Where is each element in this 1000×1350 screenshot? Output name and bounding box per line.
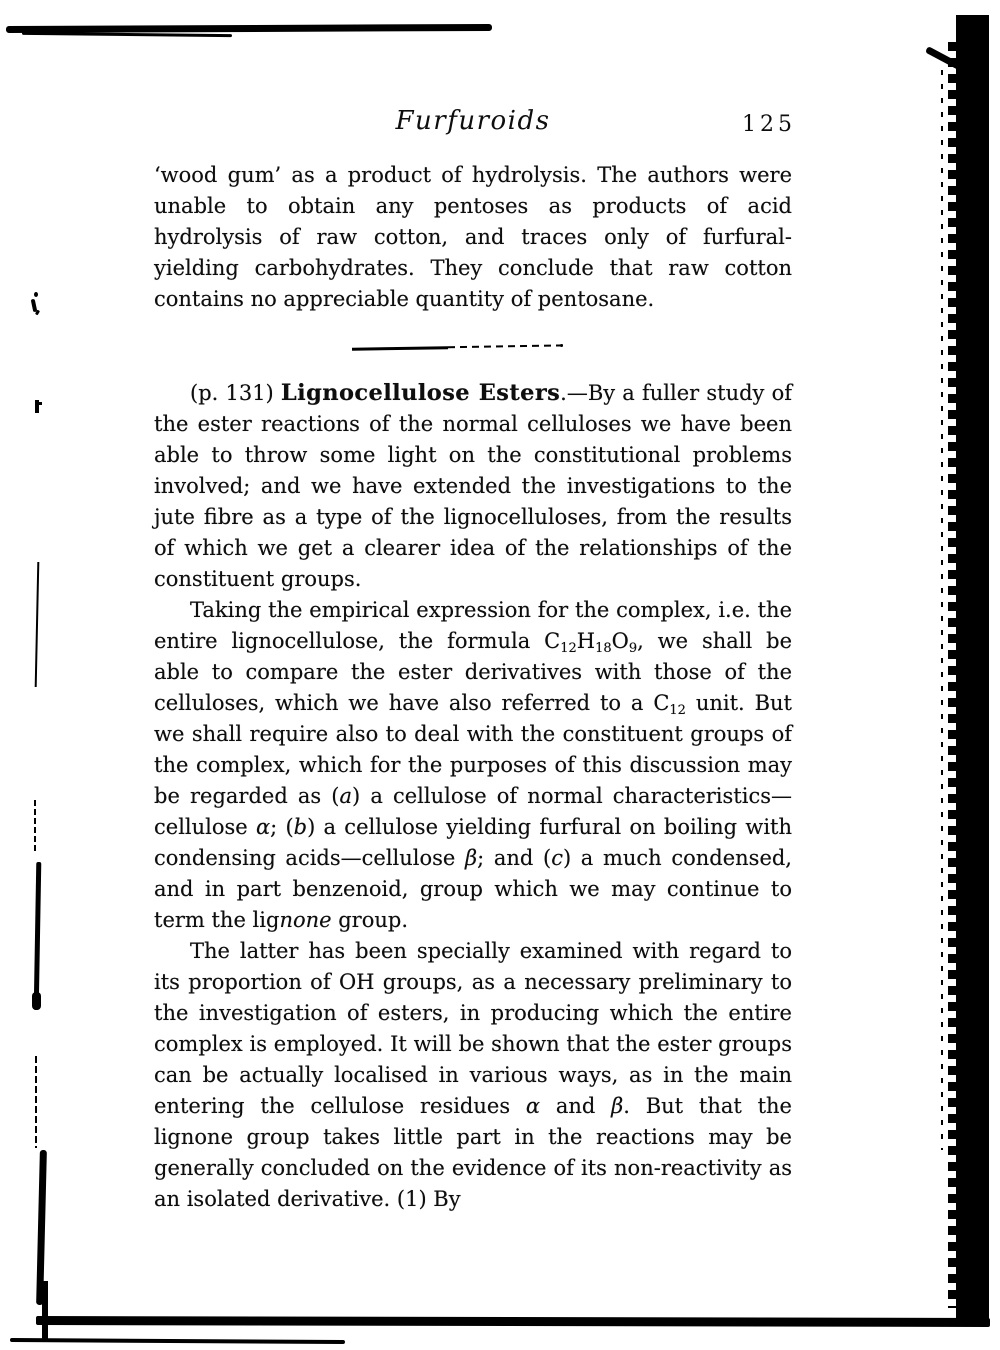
book-gutter-band (956, 15, 989, 1325)
margin-scan-mark (34, 292, 38, 297)
text-segment: none (279, 908, 332, 932)
text-segment: and (540, 1094, 612, 1118)
text-segment: c (551, 846, 563, 870)
paragraph (154, 595, 792, 936)
text-segment: O (611, 629, 629, 653)
text-segment: H (576, 629, 596, 653)
text-segment: b (293, 815, 308, 839)
scan-line-bottom (36, 1316, 990, 1327)
section-paragraphs (154, 378, 792, 1215)
text-segment: The latter has been specially examined with regard to its proportion of OH groups, as a necessary preliminary to the investigation of esters, in producing which the entire complex is employed. It will be shown that the ester groups can be actually localised in various ways, as in the main entering the cellulose residues (154, 939, 792, 1118)
text-segment: ) a cellulose of normal characteristics—cellulose (154, 784, 792, 839)
margin-scan-mark (38, 402, 42, 405)
margin-scan-mark (32, 992, 41, 1010)
text-segment: α (525, 1094, 541, 1118)
margin-scan-mark (35, 562, 40, 687)
book-gutter-ragged-edge (948, 42, 956, 1308)
text-segment: β (465, 846, 478, 870)
text-segment: ) a cellulose yielding furfural on boiling with condensing acids—cellulose (154, 815, 792, 870)
text-segment: ; and ( (477, 846, 552, 870)
text-segment: a (339, 784, 353, 808)
text-segment: .—By a fuller study of the ester reactions of the normal celluloses we have been able to throw some light on the constitutional problems involved; and we have extended the investigations to the jute fibre as a type of the lignocelluloses, from the results of which we get a clearer idea of the relationships of the constituent groups. (154, 381, 792, 591)
text-segment: Taking the empirical expression for the complex, i.e. the entire lignocellulose, the formula C (154, 598, 792, 653)
text-segment: 12 (560, 641, 577, 656)
divider-solid-segment (352, 346, 448, 351)
text-segment: Lignocellulose Esters (280, 380, 561, 406)
text-segment: , we shall be able to compare the ester derivatives with those of the celluloses, which we have also referred to a C (154, 629, 793, 715)
text-segment: ) a much condensed, and in part benzenoid, group which we may continue to term the lig (154, 846, 792, 932)
text-segment: unit. But we shall require also to deal with the constituent groups of the complex, which for the purposes of this discussion may be regarded as ( (154, 691, 792, 808)
intro-paragraphs (154, 160, 792, 315)
page-number: 125 (742, 112, 796, 137)
text-segment: 9 (628, 641, 638, 656)
divider-dashed-segment (448, 344, 566, 348)
paragraph (154, 160, 792, 315)
margin-scan-mark (35, 1056, 37, 1148)
paragraph (154, 936, 792, 1215)
margin-scan-mark (34, 800, 36, 853)
text-segment: (p. 131) (190, 381, 281, 405)
running-title: Furfuroids (395, 106, 551, 136)
text-segment: α (255, 815, 271, 839)
margin-scan-mark (35, 310, 40, 316)
book-gutter-dotted-line (941, 70, 943, 1150)
article-body (154, 160, 792, 1215)
margin-scan-mark (34, 862, 42, 1010)
section-divider-rule (352, 343, 572, 351)
text-segment: 18 (595, 641, 612, 656)
text-segment: group. (331, 908, 409, 932)
text-segment: β (611, 1094, 624, 1118)
text-segment: . But that the lignone group takes little part in the reactions may be generally concluded on the evidence of its non-reactivity as an isolated derivative. (1) By (154, 1094, 792, 1211)
text-segment: ‘wood gum’ as a product of hydrolysis. The authors were unable to obtain any pentoses as products of acid hydrolysis of raw cotton, and traces only of furfural-yielding carbohydrates. They conclude that raw cotton contains no appreciable quantity of pentosane. (154, 163, 792, 311)
text-segment: ; ( (270, 815, 294, 839)
scan-streak-top-shadow (22, 32, 232, 37)
text-segment: 12 (669, 703, 686, 718)
paragraph (154, 378, 792, 595)
scan-streak-bottom-left (10, 1338, 345, 1344)
